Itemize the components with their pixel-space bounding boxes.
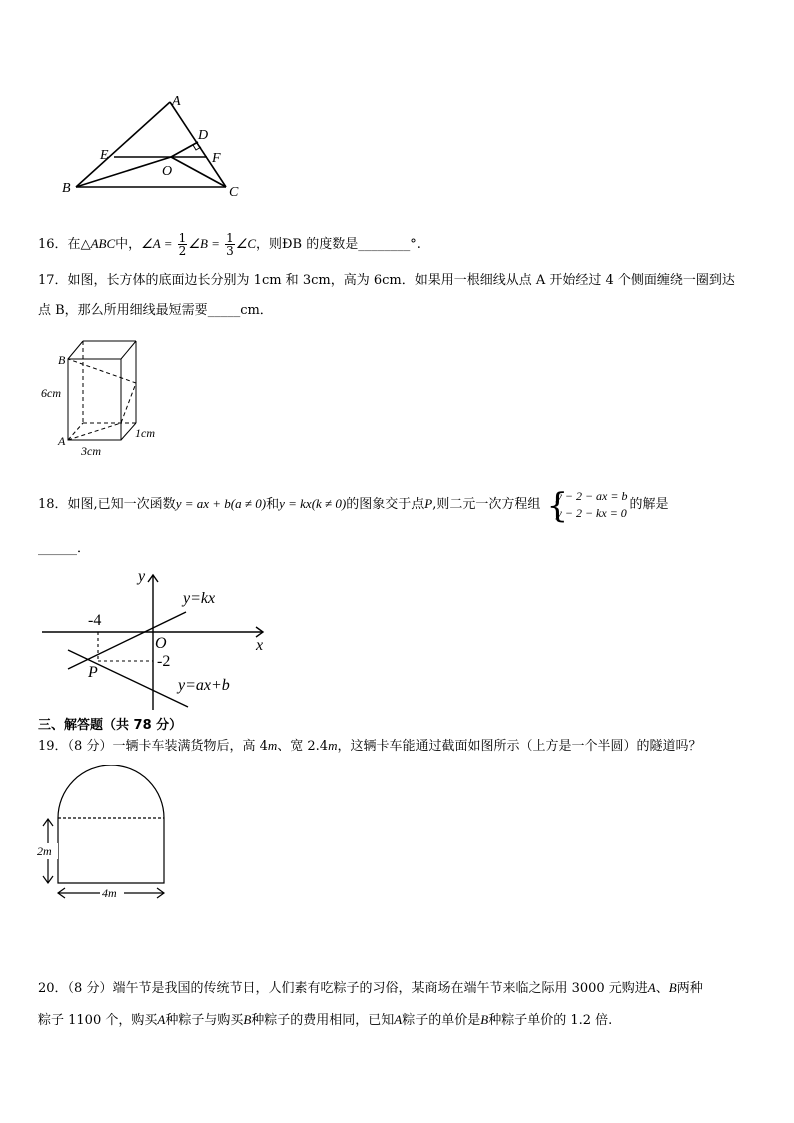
q18-equation-system: { y − 2 − ax = b y − 2 − kx = 0 <box>546 485 628 526</box>
box-edge <box>68 341 83 359</box>
q18-text-a: 如图,已知一次函数 <box>67 497 176 512</box>
label-line-kx: y=kx <box>183 590 216 607</box>
tunnel-height-label: 2m <box>37 844 52 858</box>
axis-label-y: y <box>138 568 146 585</box>
q18-eq1: y = ax + b <box>175 496 231 511</box>
box-label-width: 3cm <box>81 444 101 458</box>
tunnel-width-label: 4m <box>102 886 117 900</box>
q17-text-a: 点 B，那么所用细线最短需要 <box>38 303 208 318</box>
tick-neg2: -2 <box>157 653 171 670</box>
q16-angle-c: ∠C <box>235 236 257 251</box>
side-ac <box>170 102 226 187</box>
q18-text-c: 的图象交于点 <box>346 497 425 512</box>
q20-text: 粽子 1100 个，购买 <box>38 1013 158 1028</box>
q19-text-a: 19．（8 分）一辆卡车装满货物后，高 4 <box>38 739 268 754</box>
label-a: A <box>172 94 181 109</box>
q20-var-a: A <box>394 1012 403 1027</box>
tick-neg4: -4 <box>88 612 102 629</box>
label-b: B <box>62 181 71 196</box>
q18-number: 18． <box>38 497 68 512</box>
q19-text-b: 、宽 2.4 <box>277 739 329 754</box>
side-ab <box>76 102 173 187</box>
q20-text: 种粽子单价的 1.2 倍. <box>488 1013 613 1028</box>
q20-text: 20．（8 分）端午节是我国的传统节日，人们素有吃粽子的习俗，某商场在端午节来临之际用 3000 元购进 <box>38 981 648 996</box>
q20-var-b: B <box>668 980 677 995</box>
label-f: F <box>212 151 221 166</box>
box-label-depth: 1cm <box>135 426 155 440</box>
triangle-figure <box>58 90 248 202</box>
origin-label: O <box>155 635 167 652</box>
segment-bo <box>76 157 171 187</box>
q20-text: 、 <box>655 981 669 996</box>
right-angle-mark <box>193 145 201 150</box>
question-16 <box>38 232 421 257</box>
q18-cond2: (k ≠ 0) <box>311 496 347 511</box>
section-3-title: 三、解答题（共 78 分） <box>38 718 183 733</box>
question-20-line1 <box>38 979 703 998</box>
q18-point: P <box>424 496 433 511</box>
q16-text-a: 在 <box>67 237 81 252</box>
q17-text-b: cm． <box>240 303 273 318</box>
label-o: O <box>162 164 173 179</box>
box-figure <box>38 335 168 460</box>
question-18-answer <box>38 540 90 558</box>
q20-text: 种粽子的费用相同，已知 <box>251 1013 395 1028</box>
q18-text-b: 和 <box>266 497 280 512</box>
question-18 <box>38 484 668 525</box>
q20-text: 种粽子与购买 <box>165 1013 244 1028</box>
tunnel-outline <box>58 765 164 883</box>
q16-angle-b: ∠B = <box>188 236 220 251</box>
box-label-a: A <box>58 434 66 448</box>
tunnel-figure <box>36 765 176 900</box>
q19-unit-m: m <box>328 738 338 753</box>
box-label-height: 6cm <box>41 386 61 400</box>
box-front-face <box>68 359 121 440</box>
label-line-ax-b: y=ax+b <box>178 677 230 694</box>
question-17-line2 <box>38 302 273 320</box>
label-d: D <box>198 128 209 143</box>
segment-od <box>171 142 198 157</box>
graph-figure <box>38 565 273 715</box>
q18-text-d: ,则二元一次方程组 <box>432 497 541 512</box>
q16-text-d: °. <box>410 237 421 252</box>
q16-fraction-third: $\frac{1}{3}$ <box>226 231 234 258</box>
q18-eq2: y = kx <box>279 496 312 511</box>
box-edge <box>121 341 136 359</box>
q16-angle-a: ∠A = <box>141 236 173 251</box>
question-17-line1: 17．如图，长方体的底面边长分别为 1cm 和 3cm，高为 6cm．如果用一根细线从点 A 开始经过 4 个侧面缠绕一圈到达 <box>38 273 735 288</box>
q16-number: 16． <box>38 237 68 252</box>
q18-end: ． <box>77 541 91 556</box>
q18-text-e: 的解是 <box>629 497 669 512</box>
q16-abc: ABC <box>90 236 116 251</box>
q20-text: 两种 <box>676 981 703 996</box>
question-20-line2 <box>38 1011 612 1030</box>
point-p-label: P <box>88 664 98 681</box>
q16-text-b: 中， <box>115 237 142 252</box>
q20-text: 粽子的单价是 <box>402 1013 481 1028</box>
q19-unit-m: m <box>267 738 278 753</box>
q16-fraction-half: $\frac{1}{2}$ <box>178 231 187 258</box>
axis-label-x: x <box>256 637 264 654</box>
q17-answer-blank[interactable]: _____ <box>207 303 241 318</box>
q18-answer-blank[interactable]: ______ <box>38 541 77 556</box>
q20-var-a: A <box>647 980 656 995</box>
q16-answer-blank[interactable]: ________ <box>358 237 411 252</box>
q20-var-b: B <box>480 1012 489 1027</box>
label-c: C <box>229 185 239 200</box>
q19-text-c: ，这辆卡车能通过截面如图所示（上方是一个半圆）的隧道吗？ <box>337 739 702 754</box>
box-label-b: B <box>58 353 66 367</box>
question-19 <box>38 737 701 756</box>
box-edge <box>121 423 136 440</box>
q20-var-b: B <box>243 1012 252 1027</box>
q20-var-a: A <box>157 1012 166 1027</box>
q16-triangle-symbol: △ <box>80 237 91 252</box>
label-e: E <box>100 148 109 163</box>
q16-text-c: ，则ÐB 的度数是 <box>256 237 359 252</box>
q18-cond1: (a ≠ 0) <box>230 496 267 511</box>
